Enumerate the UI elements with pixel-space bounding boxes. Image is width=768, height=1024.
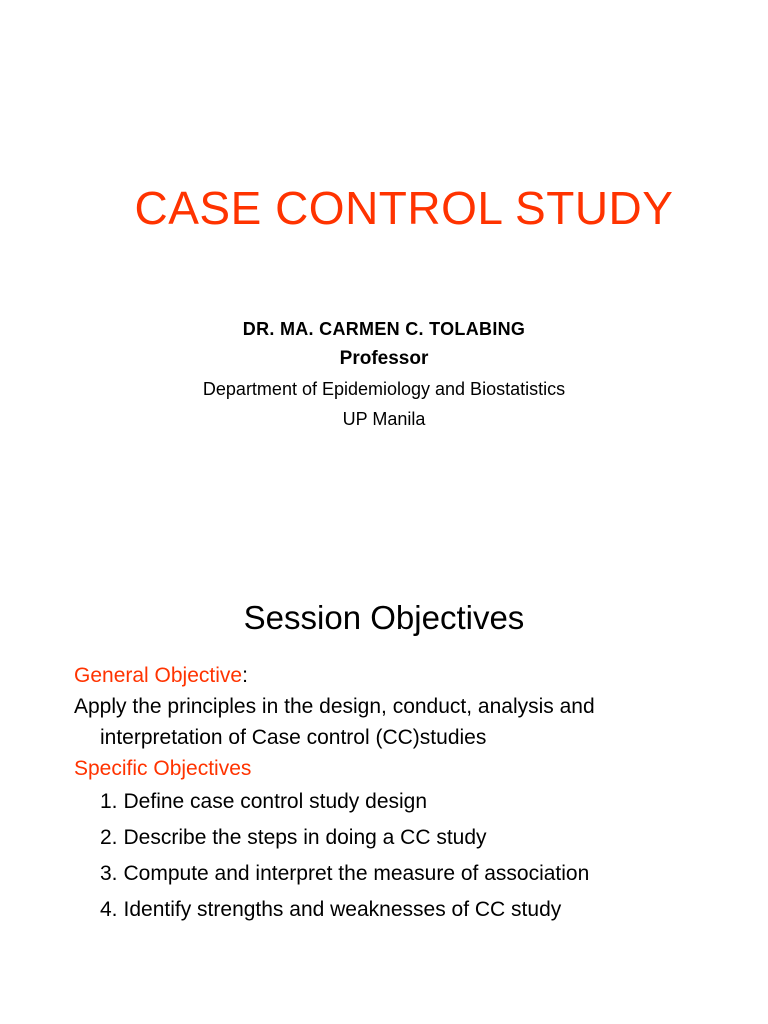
general-objective-label: General Objective — [74, 664, 243, 687]
author-name: DR. MA. CARMEN C. TOLABING — [242, 319, 526, 339]
slide-title: CASE CONTROL STUDY — [134, 182, 674, 234]
specific-objectives-list — [74, 784, 734, 928]
general-objective-colon: : — [242, 664, 248, 687]
list-item — [74, 856, 734, 892]
author-block — [0, 314, 768, 434]
general-objective-label-line — [74, 660, 734, 691]
general-objective-text-line-1: Apply the principles in the design, conduct, analysis and — [74, 695, 595, 718]
list-item-text: Describe the steps in doing a CC study — [123, 826, 487, 849]
author-institution: UP Manila — [342, 409, 426, 429]
specific-objectives-label: Specific Objectives — [74, 757, 252, 780]
list-item-number: 2. — [100, 826, 118, 849]
list-item — [74, 784, 734, 820]
author-role: Professor — [339, 348, 429, 369]
list-item — [74, 820, 734, 856]
general-objective-text-line-2: interpretation of Case control (CC)studies — [100, 726, 487, 749]
session-objectives-heading: Session Objectives — [243, 599, 525, 636]
list-item-text: Identify strengths and weaknesses of CC study — [123, 898, 562, 921]
author-department: Department of Epidemiology and Biostatistics — [202, 379, 566, 399]
list-item — [74, 892, 734, 928]
objectives-slide — [0, 512, 768, 1024]
list-item-text: Compute and interpret the measure of association — [123, 862, 590, 885]
list-item-number: 3. — [100, 862, 118, 885]
objectives-body — [74, 660, 734, 928]
list-item-number: 4. — [100, 898, 118, 921]
list-item-number: 1. — [100, 790, 118, 813]
list-item-text: Define case control study design — [123, 790, 428, 813]
